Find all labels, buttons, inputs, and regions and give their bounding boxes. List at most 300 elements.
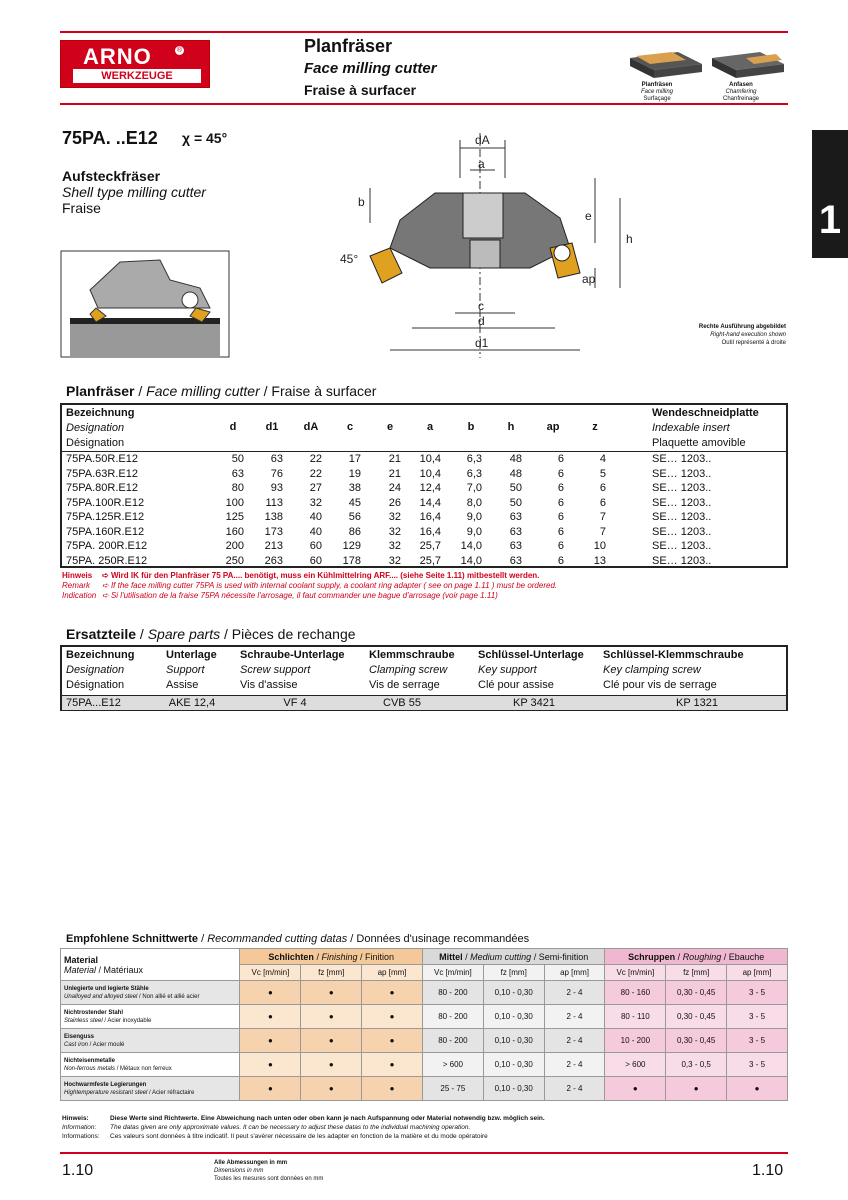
note-de: Rechte Ausführung abgebildet (698, 324, 786, 330)
dim-ap: ap (582, 272, 596, 286)
cell-h: 63 (509, 540, 522, 552)
cell-b: 7,0 (466, 482, 482, 494)
cell-e: 21 (388, 453, 401, 465)
cutting-value: 2 - 4 (544, 1077, 605, 1101)
technical-drawing (330, 128, 680, 368)
cell-d: 80 (231, 482, 244, 494)
spare-cell-0: 75PA...E12 (66, 697, 121, 709)
cell-d: 125 (225, 511, 244, 523)
cell-d: 250 (225, 554, 244, 567)
col-header-d: d (229, 421, 237, 433)
table-row (62, 555, 786, 570)
cutting-value: 0,30 - 0,45 (666, 981, 727, 1005)
group-fr: Semi-finition (538, 951, 589, 962)
material-name-en-fr: Unalloyed and alloyed steel / Non allié et allié acier (64, 993, 200, 1000)
cutting-notes (62, 1114, 545, 1141)
group-fr: Finition (365, 951, 395, 962)
cell-b: 9,0 (466, 511, 482, 523)
cutting-value: 0,10 - 0,30 (483, 981, 544, 1005)
cell-a: 25,7 (419, 554, 441, 567)
cell-c: 178 (342, 554, 361, 567)
cutting-row (61, 1077, 788, 1101)
spare-h-fr: Clé pour assise (478, 679, 554, 691)
material-name-de: Nichtrostender Stahl (64, 1009, 124, 1016)
spare-h-en: Support (166, 664, 205, 676)
cutting-value: ● (301, 1053, 362, 1077)
drawing-note (640, 323, 786, 347)
cell-b: 9,0 (466, 525, 482, 538)
cutting-value: ● (727, 1077, 788, 1101)
cutting-value: 2 - 4 (544, 1005, 605, 1029)
material-name-fr: Acier inoxydable (107, 1017, 152, 1024)
cutting-value: 10 - 200 (605, 1029, 666, 1053)
cell-insert: SE… 1203.. (652, 540, 712, 552)
type-de: Aufsteckfräser (62, 168, 161, 184)
cell-designation: 75PA.125R.E12 (66, 511, 145, 523)
cell-insert: SE… 1203.. (652, 467, 712, 480)
col-header-c: c (346, 421, 354, 433)
cell-ap: 6 (557, 496, 564, 509)
type-fr: Fraise (62, 200, 101, 216)
col-header-d1: d1 (265, 421, 279, 433)
material-name-en-fr: Stainless steel / Acier inoxydable (64, 1017, 152, 1024)
cutting-value: ● (362, 1077, 423, 1101)
spare-h-de: Klemmschraube (369, 649, 455, 661)
group-de: Mittel (439, 951, 463, 962)
cutting-value: 2 - 4 (544, 1053, 605, 1077)
group-en: Roughing (682, 951, 722, 962)
cutting-note-text: The datas given are only approximate values. It can be necessary to adjust these datas to the individual machining operation. (110, 1124, 471, 1131)
material-name-en: Stainless steel (64, 1017, 103, 1024)
group-de: Schlichten (268, 951, 314, 962)
dim-e: e (585, 209, 592, 223)
cutting-value: 2 - 4 (544, 1029, 605, 1053)
cutting-value: 3 - 5 (727, 1053, 788, 1077)
cutting-value: ● (240, 1029, 301, 1053)
cell-insert: SE… 1203.. (652, 554, 712, 567)
cell-insert: SE… 1203.. (652, 482, 712, 494)
cell-c: 86 (348, 525, 361, 538)
operation-thumbnails (626, 40, 788, 82)
cutting-note-line (62, 1123, 545, 1132)
col-header-h: h (507, 421, 515, 433)
cutting-value: 3 - 5 (727, 1029, 788, 1053)
cell-z: 4 (599, 453, 606, 465)
note-arrow: ➪ (102, 571, 111, 580)
group-de: Schruppen (628, 951, 676, 962)
insert-fr: Plaquette amovible (652, 437, 746, 449)
cutting-value: ● (240, 1053, 301, 1077)
cutting-value: 25 - 75 (422, 1077, 483, 1101)
table-row (62, 468, 786, 483)
thumb1-fr: Surfaçage (643, 96, 671, 102)
cutting-table (60, 948, 788, 1110)
cell-d1: 173 (264, 525, 283, 538)
cutting-value: 80 - 160 (605, 981, 666, 1005)
material-name-de: Nichteisenmetalle (64, 1057, 116, 1064)
cell-a: 12,4 (419, 482, 441, 494)
spare-header-1 (166, 648, 217, 693)
col-header-e: e (386, 421, 394, 433)
cell-dA: 22 (309, 453, 322, 465)
cutting-note-text: Diese Werte sind Richtwerte. Eine Abweichung nach unten oder oben kann je nach Aufspannung oder Material notwendig bzw. möglich sein. (110, 1115, 545, 1122)
product-angle: χ = 45° (182, 130, 228, 146)
material-fr: Matériaux (103, 964, 144, 975)
spare-h-fr: Clé pour vis de serrage (603, 679, 717, 691)
note-line (62, 571, 557, 581)
insert-en: Indexable insert (652, 422, 730, 434)
note-line (62, 591, 557, 601)
cell-z: 13 (593, 554, 606, 567)
sub-header: Vc [m/min] (422, 965, 483, 981)
material-name-fr: Non allié et allié acier (142, 993, 200, 1000)
spare-table (60, 645, 788, 711)
thumb2-de: Anfasen (729, 82, 753, 88)
cell-a: 25,7 (419, 540, 441, 552)
cell-a: 10,4 (419, 467, 441, 480)
cell-h: 50 (509, 496, 522, 509)
cell-ap: 6 (557, 554, 564, 567)
cutting-value: ● (605, 1077, 666, 1101)
cell-ap: 6 (557, 511, 564, 523)
cutting-value: 80 - 110 (605, 1005, 666, 1029)
insert-de: Wendeschneidplatte (652, 407, 759, 419)
spare-h-de: Schlüssel-Unterlage (478, 649, 584, 661)
cell-h: 63 (509, 554, 522, 567)
material-cell (61, 1053, 240, 1077)
cutting-value: 80 - 200 (422, 1005, 483, 1029)
note-arrow: ➪ (102, 591, 111, 600)
brand-name: ARNO (83, 44, 152, 69)
cell-d: 160 (225, 525, 244, 538)
cutting-grid (60, 948, 788, 1101)
sub-header: fz [mm] (483, 965, 544, 981)
note-arrow: ➪ (102, 581, 111, 590)
cell-e: 24 (388, 482, 401, 494)
dim-b: b (358, 195, 365, 209)
cutter-sketch (60, 250, 230, 358)
spare-header-2 (240, 648, 345, 693)
cell-d1: 113 (265, 496, 283, 509)
cell-a: 14,4 (419, 496, 441, 509)
sub-header: fz [mm] (301, 965, 362, 981)
spare-h-de: Unterlage (166, 649, 217, 661)
brand-logo (60, 40, 210, 88)
cell-designation: 75PA.63R.E12 (66, 467, 138, 480)
spare-h-fr: Vis d'assise (240, 679, 298, 691)
cell-e: 32 (388, 525, 401, 538)
cutting-value: 3 - 5 (727, 1005, 788, 1029)
thumb2-en: Chamfering (725, 89, 757, 95)
spare-h-en: Key clamping screw (603, 664, 701, 676)
cell-e: 32 (388, 511, 401, 523)
cutting-value: 0,10 - 0,30 (483, 1053, 544, 1077)
col-header-ap: ap (546, 421, 560, 433)
material-name-de: Eisenguss (64, 1033, 95, 1040)
spare-cell-3: CVB 55 (383, 697, 421, 709)
group-en: Medium cutting (470, 951, 532, 962)
cell-b: 6,3 (466, 453, 482, 465)
cell-e: 21 (388, 467, 401, 480)
cutting-value: 0,10 - 0,30 (483, 1077, 544, 1101)
cell-dA: 40 (309, 525, 322, 538)
cell-h: 48 (509, 467, 522, 480)
cell-b: 14,0 (460, 540, 482, 552)
spare-header-3 (369, 648, 455, 693)
material-name-en: Non-ferrous metals (64, 1065, 116, 1072)
material-de: Material (64, 954, 99, 965)
cutting-value: 0,3 - 0,5 (666, 1053, 727, 1077)
material-name-fr: Acier moulé (92, 1041, 125, 1048)
cutting-title: Empfohlene Schnittwerte / Recommanded cutting datas / Données d'usinage recommandées (66, 933, 530, 945)
cell-d: 50 (231, 453, 244, 465)
cutting-value: 80 - 200 (422, 1029, 483, 1053)
dim-d1: d1 (475, 336, 489, 350)
cell-dA: 27 (309, 482, 322, 494)
cell-designation: 75PA. 250R.E12 (66, 554, 148, 567)
cell-h: 50 (509, 482, 522, 494)
cutting-row (61, 1029, 788, 1053)
material-name-en-fr: Hightemperature resistant steel / Acier réfractaire (64, 1089, 195, 1096)
group-header-1: Mittel / Medium cutting / Semi-finition (422, 949, 604, 965)
brand-reg: ® (176, 47, 183, 54)
table-row (62, 453, 786, 468)
cell-dA: 40 (309, 511, 322, 523)
sub-header: ap [mm] (727, 965, 788, 981)
cutting-value: 0,30 - 0,45 (666, 1005, 727, 1029)
cell-d1: 76 (270, 467, 283, 480)
cutting-value: 3 - 5 (727, 981, 788, 1005)
cell-a: 16,4 (419, 525, 441, 538)
thumb1-de: Planfräsen (641, 82, 673, 88)
cutting-value: ● (301, 1005, 362, 1029)
spare-row (62, 695, 786, 710)
sub-header: Vc [m/min] (605, 965, 666, 981)
cell-ap: 6 (557, 540, 564, 552)
title-de: Planfräser (304, 36, 393, 56)
cell-designation: 75PA. 200R.E12 (66, 540, 148, 552)
sub-header: fz [mm] (666, 965, 727, 981)
material-name-de: Hochwarmfeste Legierungen (64, 1081, 147, 1088)
thumb1-en: Face milling (640, 89, 673, 95)
hdr-de: Bezeichnung (66, 407, 135, 419)
spare-h-en: Designation (66, 664, 125, 676)
brand-sub: WERKZEUGE (73, 69, 201, 83)
cutting-note-line (62, 1114, 545, 1123)
title-en: Face milling cutter (304, 60, 437, 77)
cell-c: 129 (342, 540, 361, 552)
dim-a: a (478, 157, 485, 171)
cutting-value: ● (362, 1029, 423, 1053)
main-notes (62, 571, 557, 601)
cell-dA: 32 (309, 496, 322, 509)
spare-cell-5: KP 1321 (675, 697, 718, 709)
material-name-en: Unalloyed and alloyed steel (64, 993, 138, 1000)
cell-c: 17 (348, 453, 361, 465)
material-cell (61, 981, 240, 1005)
cell-insert: SE… 1203.. (652, 511, 712, 523)
col-header-a: a (426, 421, 434, 433)
cutting-note-text: Ces valeurs sont données à titre indicatif. Il peut s'avérer nécessaire de les adapter en fonction de la matière et du mode opératoire (110, 1133, 488, 1140)
cell-c: 19 (348, 467, 361, 480)
material-name-en: Hightemperature resistant steel (64, 1089, 148, 1096)
cell-c: 45 (348, 496, 361, 509)
sub-header: Vc [m/min] (240, 965, 301, 981)
hdr-en: Designation (66, 422, 125, 434)
sub-header: ap [mm] (544, 965, 605, 981)
note-label: Indication (62, 591, 97, 600)
cutting-value: 2 - 4 (544, 981, 605, 1005)
cutting-value: > 600 (422, 1053, 483, 1077)
spare-cell-2: VF 4 (283, 697, 307, 709)
cell-c: 56 (348, 511, 361, 523)
cell-z: 6 (599, 482, 606, 494)
chapter-tab: 1 (812, 130, 848, 258)
cutting-note-label: Informations: (62, 1133, 100, 1140)
table-row (62, 497, 786, 512)
cutting-row (61, 1053, 788, 1077)
cell-dA: 22 (309, 467, 322, 480)
cell-z: 7 (599, 511, 606, 523)
cutting-note-label: Hinweis: (62, 1115, 89, 1122)
cutting-row (61, 1005, 788, 1029)
cutting-value: ● (240, 1005, 301, 1029)
note-text: If the face milling cutter 75PA is used with internal coolant supply, a coolant ring adapter ( see on page 1.11 ) must be ordered. (110, 581, 558, 590)
cell-d1: 263 (264, 554, 283, 567)
cell-dA: 60 (309, 540, 322, 552)
cutting-value: ● (362, 1053, 423, 1077)
cell-a: 10,4 (419, 453, 441, 465)
cell-dA: 60 (309, 554, 322, 567)
cell-h: 48 (509, 453, 522, 465)
table-row (62, 540, 786, 555)
spare-header-0 (66, 648, 134, 693)
table-row (62, 482, 786, 497)
spare-header-5 (603, 648, 744, 693)
cutting-value: ● (301, 981, 362, 1005)
material-cell (61, 1005, 240, 1029)
group-fr: Ebauche (728, 951, 765, 962)
note-text: Wird IK für den Planfräser 75 PA.... benötigt, muss ein Kühlmittelring ARF.... (siehe Seite 1.11) mitbestellt werden. (110, 571, 540, 580)
dim-d: d (478, 314, 485, 328)
table-row (62, 511, 786, 526)
cell-insert: SE… 1203.. (652, 525, 712, 538)
cutting-value: 0,30 - 0,45 (666, 1029, 727, 1053)
cutting-value: ● (301, 1029, 362, 1053)
cutting-value: ● (362, 981, 423, 1005)
dim-c: c (478, 299, 484, 313)
cell-ap: 6 (557, 467, 564, 480)
material-header (61, 949, 240, 981)
spare-cell-4: KP 3421 (512, 697, 555, 709)
dim-angle: 45° (340, 252, 359, 266)
cutting-value: ● (362, 1005, 423, 1029)
material-cell (61, 1029, 240, 1053)
thumb2-fr: Chanfreinage (722, 96, 760, 102)
cutting-value: ● (240, 1077, 301, 1101)
spare-h-de: Schraube-Unterlage (240, 649, 345, 661)
cell-ap: 6 (557, 453, 564, 465)
cell-d1: 93 (270, 482, 283, 494)
cutting-value: > 600 (605, 1053, 666, 1077)
cell-d: 63 (231, 467, 244, 480)
cell-e: 26 (388, 496, 401, 509)
note-fr: Outil représenté à droite (721, 340, 786, 346)
material-name-de: Unlegierte und legierte Stähle (64, 985, 149, 992)
title-fr: Fraise à surfacer (304, 82, 417, 98)
cell-d1: 138 (264, 511, 283, 523)
spare-h-en: Screw support (240, 664, 311, 676)
spare-h-de: Bezeichnung (66, 649, 135, 661)
group-en: Finishing (321, 951, 358, 962)
sub-header: ap [mm] (362, 965, 423, 981)
cell-b: 6,3 (466, 467, 482, 480)
cell-b: 14,0 (460, 554, 482, 567)
col-header-z: z (592, 421, 598, 433)
material-en: Material (64, 964, 97, 975)
material-name-en: Cast iron (64, 1041, 89, 1048)
note-en: Right-hand execution shown (710, 332, 786, 338)
cell-z: 10 (593, 540, 606, 552)
cell-d1: 213 (264, 540, 283, 552)
material-name-fr: Métaux non ferreux (120, 1065, 172, 1072)
cell-insert: SE… 1203.. (652, 496, 712, 509)
cell-d: 100 (225, 496, 244, 509)
material-name-en-fr: Cast iron / Acier moulé (64, 1041, 125, 1048)
spare-h-en: Key support (478, 664, 537, 676)
cell-z: 7 (599, 525, 606, 538)
spare-h-en: Clamping screw (369, 664, 448, 676)
cutting-value: 0,10 - 0,30 (483, 1005, 544, 1029)
material-cell (61, 1077, 240, 1101)
hdr-fr: Désignation (66, 437, 125, 449)
table-row (62, 526, 786, 541)
note-line (62, 581, 557, 591)
spare-title: Ersatzteile / Spare parts / Pièces de rechange (66, 626, 356, 642)
cell-e: 32 (388, 554, 401, 567)
cell-z: 6 (599, 496, 606, 509)
spare-h-de: Schlüssel-Klemmschraube (603, 649, 744, 661)
material-name-en-fr: Non-ferrous metals / Métaux non ferreux (64, 1065, 172, 1072)
note-label: Hinweis (62, 571, 93, 580)
cutting-value: ● (301, 1077, 362, 1101)
cell-designation: 75PA.160R.E12 (66, 525, 145, 538)
page-number-left: 1.10 (62, 1162, 94, 1179)
cell-insert: SE… 1203.. (652, 453, 712, 465)
cutting-value: 0,10 - 0,30 (483, 1029, 544, 1053)
cell-b: 8,0 (466, 496, 482, 509)
page-number-right: 1.10 (752, 1162, 784, 1179)
note-label: Remark (62, 581, 91, 590)
cell-ap: 6 (557, 482, 564, 494)
note-text: Si l'utilisation de la fraise 75PA nécessite l'arrosage, il faut commander une bague d'arrosage (voir page 1.11) (110, 591, 498, 600)
cutting-note-label: Information: (62, 1124, 97, 1131)
cutting-value: 80 - 200 (422, 981, 483, 1005)
material-en-fr: Material / Matériaux (64, 964, 144, 975)
cell-designation: 75PA.50R.E12 (66, 453, 138, 465)
spare-h-fr: Assise (166, 679, 199, 691)
cell-e: 32 (388, 540, 401, 552)
dim-h: h (626, 232, 633, 246)
cutting-value: ● (240, 981, 301, 1005)
spare-cell-1: AKE 12,4 (168, 697, 216, 709)
group-header-0: Schlichten / Finishing / Finition (240, 949, 422, 965)
dim-dA: dA (475, 133, 490, 147)
main-table (60, 403, 788, 568)
cell-designation: 75PA.80R.E12 (66, 482, 138, 494)
cell-d: 200 (225, 540, 244, 552)
spare-h-fr: Désignation (66, 679, 125, 691)
